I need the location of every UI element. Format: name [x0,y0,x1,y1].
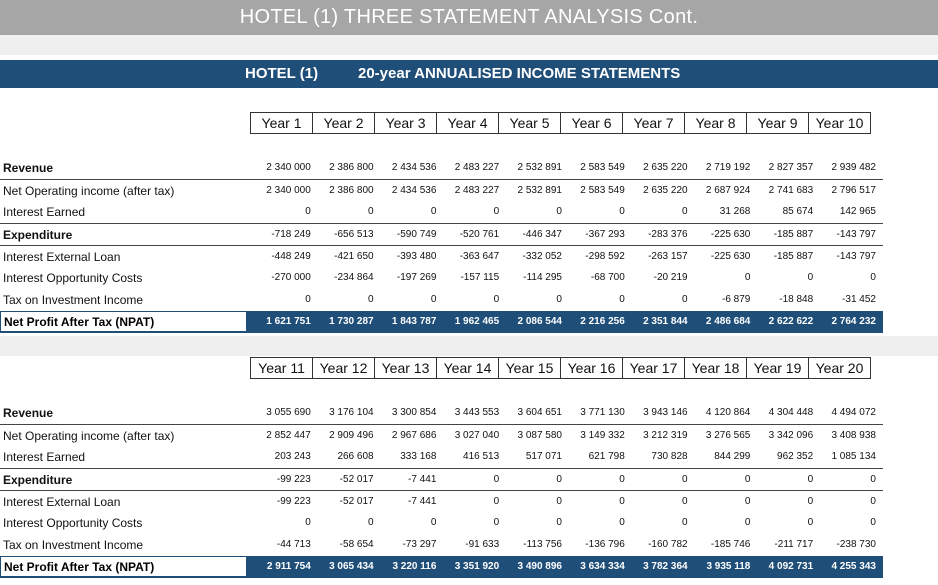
value-cell: -393 480 [396,251,437,262]
value-cell: -160 782 [648,539,688,550]
value-cell: 2 340 000 [266,162,311,173]
value-cell: 0 [493,517,500,528]
value-cell: 0 [493,474,500,485]
value-cell: 203 243 [274,451,311,462]
value-cell: 0 [493,206,500,217]
value-cell: 0 [870,474,876,485]
row-label: Interest Opportunity Costs [3,271,143,285]
year-header-row [250,112,871,134]
value-cell: 3 634 334 [580,561,625,572]
value-cell: 0 [305,206,311,217]
value-cell: -298 592 [585,251,625,262]
value-cell: 1 962 465 [454,316,500,327]
value-cell: 2 486 684 [705,316,751,327]
value-cell: 3 604 651 [517,407,562,418]
value-cell: 2 583 549 [580,162,625,173]
value-cell: -367 293 [585,229,625,240]
value-cell: -44 713 [276,539,311,550]
value-cell: 3 055 690 [266,407,311,418]
table-row [0,490,883,513]
year-header-cell: Year 18 [684,357,747,379]
value-cell: -448 249 [271,251,311,262]
table-row [0,179,883,202]
table-header-bar [0,60,938,88]
value-cell: 517 071 [525,451,562,462]
table-row [0,512,883,534]
spacer-band-middle [0,336,938,356]
year-header-cell: Year 1 [250,112,313,134]
value-cell: 2 622 622 [768,316,814,327]
value-cell: 1 843 787 [391,316,437,327]
value-cell: 2 635 220 [643,185,688,196]
value-cell: 0 [493,294,500,305]
value-cell: -136 796 [585,539,625,550]
value-cell: 0 [744,272,751,283]
value-cell: 3 176 104 [329,407,374,418]
value-cell: -143 797 [836,229,876,240]
value-cell: 3 771 130 [580,407,625,418]
table-row [0,556,883,578]
value-cell: 3 943 146 [643,407,688,418]
value-cell: -234 864 [334,272,374,283]
value-cell: -718 249 [271,229,311,240]
value-cell: 3 782 364 [643,561,688,572]
value-cell: 2 909 496 [329,430,374,441]
table-row [0,267,883,289]
value-cell: 2 583 549 [580,185,625,196]
row-label: Tax on Investment Income [3,538,144,552]
value-cell: 0 [744,517,751,528]
value-cell: 4 304 448 [768,407,814,418]
value-cell: 4 120 864 [705,407,751,418]
value-cell: 4 092 731 [768,561,814,572]
year-header-cell: Year 9 [746,112,809,134]
table-row [0,223,883,246]
value-cell: 0 [556,294,562,305]
row-label: Interest Earned [3,205,86,219]
value-cell: 3 065 434 [329,561,374,572]
value-cell: -58 654 [339,539,374,550]
year-header-cell: Year 19 [746,357,809,379]
value-cell: 0 [305,294,311,305]
value-cell: 2 340 000 [266,185,311,196]
row-label: Expenditure [3,473,73,487]
table-row [0,157,883,179]
value-cell: 2 351 844 [643,316,688,327]
value-cell: -157 115 [460,272,500,283]
value-cell: 0 [682,517,688,528]
value-cell: 3 351 920 [454,561,500,572]
value-cell: 0 [305,517,311,528]
value-cell: -7 441 [408,474,437,485]
value-cell: 0 [682,474,688,485]
year-header-cell: Year 2 [312,112,375,134]
table-row [0,402,883,424]
value-cell: 3 087 580 [517,430,562,441]
value-cell: 266 608 [337,451,374,462]
value-cell: 0 [493,496,500,507]
value-cell: -225 630 [710,229,751,240]
value-cell: 0 [744,496,751,507]
year-header-cell: Year 3 [374,112,437,134]
row-label: Net Profit After Tax (NPAT) [0,311,247,332]
row-label: Interest Opportunity Costs [3,516,143,530]
value-cell: -68 700 [590,272,625,283]
value-cell: 2 434 536 [391,185,437,196]
value-cell: -20 219 [653,272,688,283]
row-label: Net Operating income (after tax) [3,184,175,198]
value-cell: 0 [807,496,814,507]
value-cell: 2 911 754 [266,561,311,572]
value-cell: 2 796 517 [831,185,876,196]
row-label: Interest External Loan [3,250,121,264]
table-row [0,468,883,491]
value-cell: 0 [619,294,625,305]
value-cell: -18 848 [779,294,814,305]
value-cell: -590 749 [396,229,437,240]
value-cell: 0 [430,206,437,217]
row-label: Interest External Loan [3,495,121,509]
value-cell: 0 [619,496,625,507]
year-header-cell: Year 5 [498,112,561,134]
row-label: Revenue [3,406,54,420]
value-cell: -185 887 [773,229,814,240]
spacer-band [0,35,938,55]
statement-title: 20-year ANNUALISED INCOME STATEMENTS [358,65,681,82]
value-cell: -332 052 [522,251,562,262]
value-cell: -185 887 [773,251,814,262]
value-cell: 1 730 287 [329,316,374,327]
value-cell: 0 [682,206,688,217]
table-row [0,289,883,311]
value-cell: 844 299 [714,451,751,462]
row-label: Net Profit After Tax (NPAT) [0,556,247,577]
value-cell: 416 513 [463,451,500,462]
value-cell: 3 149 332 [580,430,625,441]
value-cell: -270 000 [271,272,311,283]
year-header-row [250,357,871,379]
year-header-cell: Year 10 [808,112,871,134]
value-cell: 0 [807,474,814,485]
value-cell: 3 443 553 [454,407,500,418]
value-cell: -446 347 [522,229,562,240]
value-cell: 142 965 [839,206,876,217]
value-cell: -99 223 [276,496,311,507]
value-cell: 4 494 072 [831,407,876,418]
value-cell: -91 633 [465,539,500,550]
value-cell: 0 [870,517,876,528]
slide-banner-title: HOTEL (1) THREE STATEMENT ANALYSIS Cont. [0,0,938,35]
value-cell: 2 827 357 [768,162,814,173]
value-cell: 2 764 232 [831,316,876,327]
value-cell: 0 [682,294,688,305]
value-cell: 85 674 [782,206,814,217]
value-cell: 2 483 227 [454,185,500,196]
table-row [0,446,883,468]
value-cell: 2 967 686 [391,430,437,441]
year-header-cell: Year 15 [498,357,561,379]
value-cell: -283 376 [648,229,688,240]
year-header-cell: Year 20 [808,357,871,379]
row-label: Expenditure [3,228,73,242]
table-row [0,311,883,333]
year-header-cell: Year 14 [436,357,499,379]
value-cell: -263 157 [648,251,688,262]
row-label: Interest Earned [3,450,86,464]
value-cell: 2 532 891 [517,185,562,196]
value-cell: 333 168 [400,451,437,462]
value-cell: 2 216 256 [580,316,625,327]
value-cell: 0 [744,474,751,485]
value-cell: 1 085 134 [831,451,876,462]
year-header-cell: Year 7 [622,112,685,134]
value-cell: 31 268 [719,206,751,217]
value-cell: 0 [368,517,374,528]
value-cell: 962 352 [777,451,814,462]
value-cell: 0 [368,206,374,217]
table-row [0,534,883,556]
row-label: Tax on Investment Income [3,293,144,307]
year-header-cell: Year 13 [374,357,437,379]
value-cell: -6 879 [722,294,751,305]
value-cell: -143 797 [836,251,876,262]
value-cell: -73 297 [402,539,437,550]
value-cell: -185 746 [710,539,751,550]
value-cell: 730 828 [651,451,688,462]
value-cell: -114 295 [523,272,562,283]
value-cell: -520 761 [459,229,500,240]
value-cell: 2 635 220 [643,162,688,173]
value-cell: 2 741 683 [768,185,814,196]
value-cell: 0 [682,496,688,507]
value-cell: 3 027 040 [454,430,500,441]
value-cell: 2 483 227 [454,162,500,173]
value-cell: 2 086 544 [517,316,562,327]
year-header-cell: Year 8 [684,112,747,134]
value-cell: 0 [870,496,876,507]
value-cell: 3 408 938 [831,430,876,441]
value-cell: -99 223 [276,474,311,485]
value-cell: 2 532 891 [517,162,562,173]
value-cell: -113 756 [523,539,562,550]
value-cell: 3 212 319 [643,430,688,441]
table-row [0,245,883,268]
value-cell: -52 017 [339,474,374,485]
value-cell: 0 [619,206,625,217]
value-cell: 1 621 751 [266,316,311,327]
table-row [0,424,883,447]
value-cell: -363 647 [459,251,500,262]
value-cell: -211 717 [774,539,814,550]
value-cell: 3 276 565 [705,430,751,441]
value-cell: 0 [556,517,562,528]
value-cell: 2 687 924 [705,185,751,196]
value-cell: 3 490 896 [517,561,562,572]
value-cell: 0 [807,517,814,528]
value-cell: 0 [807,272,814,283]
value-cell: 0 [368,294,374,305]
value-cell: -52 017 [339,496,374,507]
value-cell: 0 [619,474,625,485]
value-cell: 621 798 [588,451,625,462]
value-cell: -7 441 [408,496,437,507]
value-cell: -31 452 [842,294,876,305]
value-cell: 0 [430,294,437,305]
value-cell: 2 719 192 [705,162,751,173]
value-cell: 0 [556,474,562,485]
value-cell: 0 [430,517,437,528]
value-cell: -197 269 [396,272,437,283]
value-cell: 4 255 343 [831,561,876,572]
year-header-cell: Year 16 [560,357,623,379]
year-header-cell: Year 17 [622,357,685,379]
table-row [0,201,883,223]
value-cell: 3 342 096 [768,430,814,441]
entity-name: HOTEL (1) [245,65,319,82]
value-cell: -656 513 [334,229,374,240]
value-cell: 2 852 447 [266,430,311,441]
value-cell: 2 386 800 [329,185,374,196]
value-cell: -238 730 [836,539,876,550]
value-cell: 0 [619,517,625,528]
value-cell: 0 [870,272,876,283]
value-cell: 3 935 118 [706,561,751,572]
value-cell: 2 939 482 [831,162,876,173]
value-cell: 0 [556,496,562,507]
value-cell: 0 [556,206,562,217]
value-cell: 2 434 536 [391,162,437,173]
year-header-cell: Year 12 [312,357,375,379]
value-cell: 3 300 854 [391,407,437,418]
year-header-cell: Year 11 [250,357,313,379]
row-label: Net Operating income (after tax) [3,429,175,443]
year-header-cell: Year 4 [436,112,499,134]
value-cell: 2 386 800 [329,162,374,173]
value-cell: 3 220 116 [392,561,437,572]
value-cell: -225 630 [710,251,751,262]
row-label: Revenue [3,161,54,175]
year-header-cell: Year 6 [560,112,623,134]
value-cell: -421 650 [334,251,374,262]
